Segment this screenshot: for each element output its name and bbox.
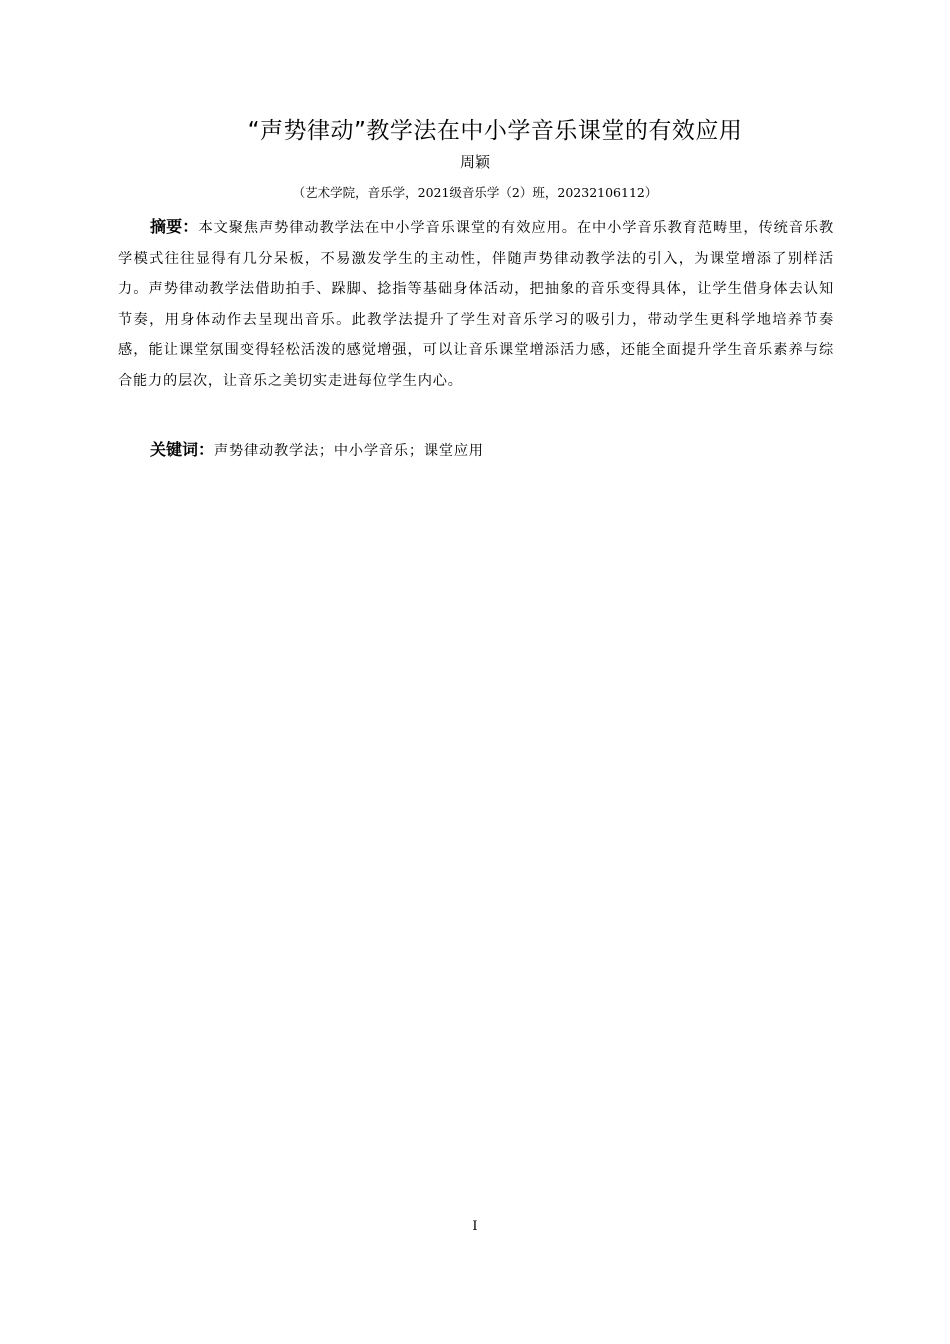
author-affiliation: （艺术学院，音乐学，2021级音乐学（2）班，20232106112） — [292, 185, 658, 200]
abstract-label: 摘要： — [150, 217, 199, 236]
keywords-label: 关键词： — [150, 440, 215, 459]
abstract-paragraph — [118, 212, 834, 396]
page-number: I — [472, 1219, 478, 1234]
abstract-text: 本文聚焦声势律动教学法在中小学音乐课堂的有效应用。在中小学音乐教育范畴里，传统音乐教学模式往往显得有几分呆板，不易激发学生的主动性，伴随声势律动教学法的引入，为课堂增添了别样活力。声势律动教学法借助拍手、跺脚、捻指等基础身体活动，把抽象的音乐变得具体，让学生借身体去认知节奏，用身体动作去呈现出音乐。此教学法提升了学生对音乐学习的吸引力，带动学生更科学地培养节奏感，能让课堂氛围变得轻松活泼的感觉增强，可以让音乐课堂增添活力感，还能全面提升学生音乐素养与综合能力的层次，让音乐之美切实走进每位学生内心。 — [118, 220, 834, 389]
keywords-paragraph — [150, 435, 830, 466]
author-name: 周颖 — [459, 153, 490, 171]
keywords-text: 声势律动教学法；中小学音乐；课堂应用 — [214, 443, 484, 459]
paper-title: “声势律动”教学法在中小学音乐课堂的有效应用 — [247, 118, 743, 144]
